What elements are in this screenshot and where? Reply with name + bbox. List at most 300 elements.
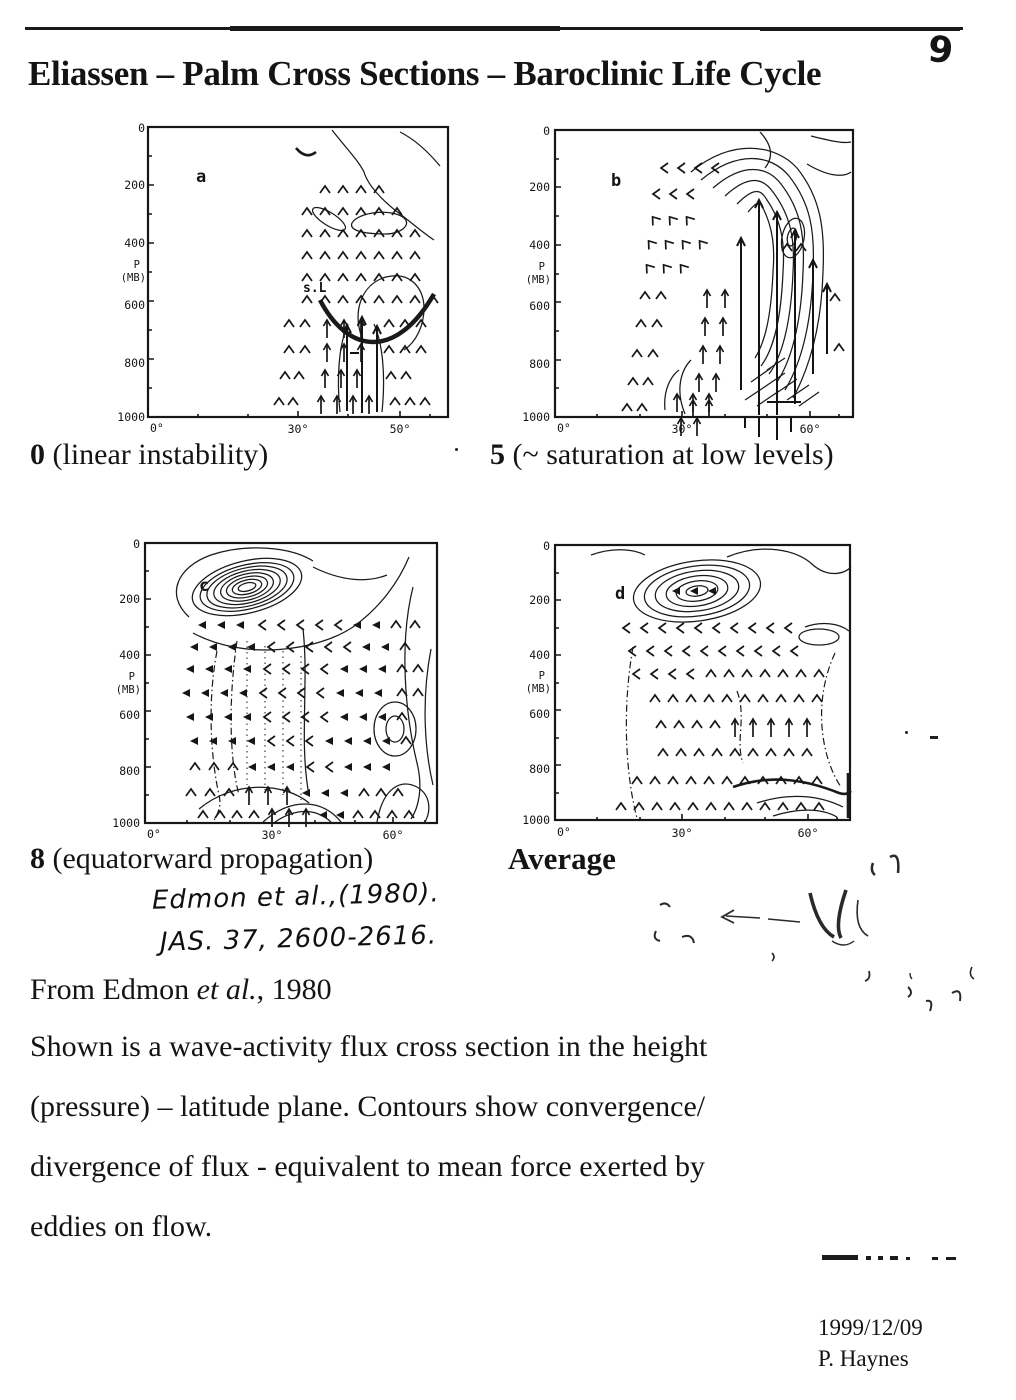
flux-arrow-glyph: [622, 404, 632, 411]
axis-tick: 0: [543, 124, 550, 138]
flux-arrow-glyph: [302, 789, 310, 797]
flux-arrow-glyph: [205, 665, 213, 673]
flux-arrow-glyph: [393, 789, 403, 796]
flux-arrow-glyph: [392, 274, 402, 281]
flux-arrow-glyph: [387, 811, 397, 818]
flux-arrow-glyph: [374, 186, 384, 193]
flux-arrow-glyph: [719, 646, 726, 656]
axis-tick: 0°: [150, 421, 164, 435]
flux-arrow-glyph: [656, 721, 666, 728]
flux-arrow-glyph: [760, 803, 770, 810]
flux-arrow-glyph: [683, 214, 695, 226]
flux-arrow-glyph: [246, 787, 253, 805]
flux-arrow-glyph: [265, 787, 272, 805]
panel-letter: d: [615, 584, 626, 604]
flux-arrow-glyph: [768, 719, 775, 737]
flux-arrow-glyph: [302, 208, 312, 215]
flux-arrow-glyph: [405, 398, 415, 405]
flux-arrow-glyph: [730, 749, 740, 756]
flux-arrow-glyph: [659, 623, 666, 633]
flux-arrow-glyph: [302, 712, 309, 722]
flux-arrow-glyph: [767, 623, 774, 633]
axis-tick: 0°: [557, 421, 571, 435]
flux-arrow-glyph: [653, 189, 660, 199]
flux-arrow-glyph: [259, 620, 266, 630]
flux-arrow-glyph: [317, 688, 324, 698]
flux-arrow-glyph: [722, 290, 729, 308]
flux-arrow-glyph: [643, 262, 655, 274]
axis-tick: 0°: [147, 827, 161, 841]
y-axis-label: P: [538, 670, 545, 682]
flux-arrow-glyph: [321, 789, 329, 797]
flux-arrow-glyph: [724, 670, 734, 677]
flux-arrow-glyph: [205, 789, 215, 796]
flux-arrow-glyph: [384, 346, 394, 353]
flux-arrow-glyph: [650, 777, 660, 784]
flux-arrow-glyph: [410, 296, 420, 303]
flux-arrow-glyph: [320, 186, 330, 193]
flux-arrow-glyph: [633, 669, 640, 679]
flux-arrow-glyph: [652, 803, 662, 810]
flux-arrow-glyph: [812, 777, 822, 784]
panel-b: [505, 118, 861, 442]
flux-arrow-glyph: [278, 620, 285, 630]
flux-arrow-glyph: [354, 370, 361, 388]
flux-arrow-glyph: [286, 763, 294, 771]
flux-arrow-glyph: [830, 294, 840, 301]
flux-arrow-glyph: [217, 621, 225, 629]
flux-arrow-glyph: [198, 621, 206, 629]
axis-tick: 30°: [671, 422, 693, 436]
axis-tick: 0: [138, 121, 145, 135]
flux-arrow-glyph: [228, 763, 238, 770]
flux-arrow-glyph: [687, 189, 694, 199]
flux-arrow-glyph: [390, 398, 400, 405]
axis-tick: 30°: [287, 422, 309, 436]
flux-arrow-glyph: [186, 713, 194, 721]
flux-arrow-glyph: [366, 396, 373, 414]
flux-arrow-glyph: [400, 320, 410, 327]
footer-author: P. Haynes: [818, 1346, 909, 1371]
flux-arrow-glyph: [294, 372, 304, 379]
flux-arrow-glyph: [413, 689, 423, 696]
flux-arrow-glyph: [658, 749, 668, 756]
panel-b-frame: [555, 130, 853, 417]
handwritten-reference-line1: Edmon et al.,(1980).: [151, 878, 441, 916]
flux-arrow-glyph: [316, 620, 323, 630]
axis-tick: 200: [119, 592, 140, 606]
flux-arrow-glyph: [324, 320, 331, 338]
y-axis-label: (MB): [525, 683, 551, 695]
axis-tick: 600: [529, 299, 550, 313]
flux-arrow-glyph: [401, 372, 411, 379]
flux-arrow-glyph: [340, 713, 348, 721]
flux-arrow-glyph: [363, 737, 371, 745]
flux-arrow-glyph: [706, 803, 716, 810]
flux-arrow-glyph: [298, 688, 305, 698]
flux-arrow-glyph: [378, 665, 386, 673]
caption-day8-text: (equatorward propagation): [52, 842, 374, 875]
flux-arrow-glyph: [748, 749, 758, 756]
flux-arrow-glyph: [182, 689, 190, 697]
flux-arrow-glyph: [363, 763, 371, 771]
flux-arrow-glyph: [796, 803, 806, 810]
flux-arrow-glyph: [656, 292, 666, 299]
flux-arrow-glyph: [224, 665, 232, 673]
flux-arrow-glyph: [649, 214, 661, 226]
flux-arrow-glyph: [307, 762, 314, 772]
flux-arrow-glyph: [674, 394, 681, 412]
caption-day0: [30, 438, 268, 472]
flux-arrow-glyph: [356, 274, 366, 281]
flux-arrow-glyph: [666, 214, 678, 226]
flux-arrow-glyph: [696, 238, 708, 250]
axis-tick: 200: [124, 178, 145, 192]
flux-arrow-glyph: [652, 320, 662, 327]
flux-arrow-glyph: [704, 777, 714, 784]
axis-tick: 800: [124, 356, 145, 370]
axis-tick: 0: [133, 537, 140, 551]
flux-arrow-glyph: [355, 689, 363, 697]
flux-arrow-glyph: [356, 186, 366, 193]
caption-day8: [30, 842, 373, 876]
flux-arrow-glyph: [776, 695, 786, 702]
handwritten-reference-line2: JAS. 37, 2600-2616.: [159, 920, 438, 958]
flux-arrow-glyph: [694, 749, 704, 756]
flux-arrow-glyph: [267, 763, 275, 771]
y-axis-label: P: [538, 261, 545, 273]
axis-tick: 0°: [557, 825, 571, 839]
flux-arrow-glyph: [350, 396, 357, 414]
flux-arrow-glyph: [232, 811, 242, 818]
flux-arrow-glyph: [190, 737, 198, 745]
flux-arrow-glyph: [731, 623, 738, 633]
y-axis-label: (MB): [120, 272, 146, 284]
flux-arrow-glyph: [632, 350, 642, 357]
flux-arrow-glyph: [318, 396, 325, 414]
flux-arrow-glyph: [372, 621, 380, 629]
flux-arrow-glyph: [321, 712, 328, 722]
flux-arrow-glyph: [668, 777, 678, 784]
panel-c-contours: [176, 548, 433, 822]
flux-arrow-glyph: [302, 274, 312, 281]
flux-arrow-glyph: [670, 803, 680, 810]
flux-arrow-glyph: [661, 163, 668, 173]
flux-arrow-glyph: [678, 163, 685, 173]
attribution-suffix: , 1980: [256, 973, 332, 1006]
flux-arrow-glyph: [834, 344, 844, 351]
flux-arrow-glyph: [326, 762, 333, 772]
flux-arrow-glyph: [362, 643, 370, 651]
y-axis-label: P: [133, 259, 140, 271]
flux-arrow-glyph: [749, 623, 756, 633]
axis-tick: 1000: [522, 813, 550, 827]
flux-arrow-glyph: [190, 643, 198, 651]
flux-arrow-glyph: [338, 296, 348, 303]
body-text-line: Shown is a wave-activity flux cross section in the height: [30, 1030, 708, 1063]
y-axis-label: (MB): [525, 274, 551, 286]
flux-arrow-glyph: [302, 252, 312, 259]
panel-a-long-arrows: [343, 317, 381, 413]
flux-arrow-glyph: [683, 646, 690, 656]
flux-arrow-glyph: [778, 670, 788, 677]
flux-arrow-glyph: [302, 230, 312, 237]
flux-arrow-glyph: [338, 186, 348, 193]
flux-arrow-glyph: [662, 238, 674, 250]
flux-arrow-glyph: [742, 670, 752, 677]
flux-arrow-glyph: [359, 789, 369, 796]
flux-arrow-glyph: [344, 642, 351, 652]
flux-arrow-glyph: [812, 695, 822, 702]
flux-arrow-glyph: [186, 665, 194, 673]
flux-arrow-glyph: [205, 713, 213, 721]
flux-arrow-glyph: [336, 689, 344, 697]
footer-date: 1999/12/09: [818, 1315, 923, 1340]
flux-arrow-glyph: [628, 378, 638, 385]
steering-level-label: s.L: [303, 281, 327, 296]
flux-arrow-glyph: [732, 719, 739, 737]
flux-arrow-glyph: [243, 713, 251, 721]
flux-arrow-glyph: [645, 238, 657, 250]
flux-arrow-glyph: [340, 665, 348, 673]
flux-arrow-glyph: [623, 623, 630, 633]
flux-arrow-glyph: [300, 346, 310, 353]
flux-arrow-glyph: [236, 621, 244, 629]
flux-arrow-glyph: [325, 642, 332, 652]
flux-arrow-glyph: [410, 230, 420, 237]
y-axis-label: (MB): [115, 684, 141, 696]
flux-arrow-glyph: [374, 689, 382, 697]
flux-arrow-glyph: [814, 670, 824, 677]
flux-arrow-glyph: [287, 642, 294, 652]
flux-arrow-glyph: [239, 689, 247, 697]
caption-average: Average: [508, 841, 616, 876]
flux-arrow-glyph: [344, 763, 352, 771]
flux-arrow-glyph: [712, 749, 722, 756]
flux-arrow-glyph: [710, 721, 720, 728]
flux-arrow-glyph: [676, 749, 686, 756]
flux-arrow-glyph: [637, 404, 647, 411]
panel-c: [95, 533, 447, 851]
flux-arrow-glyph: [632, 777, 642, 784]
flux-arrow-glyph: [260, 688, 267, 698]
flux-arrow-glyph: [660, 262, 672, 274]
panel-d: [505, 533, 857, 851]
body-text-line: (pressure) – latitude plane. Contours show convergence/: [30, 1090, 706, 1123]
flux-arrow-glyph: [338, 274, 348, 281]
flux-arrow-glyph: [755, 646, 762, 656]
flux-arrow-glyph: [209, 737, 217, 745]
panel-a: [100, 118, 456, 442]
flux-arrow-glyph: [249, 811, 259, 818]
flux-arrow-glyph: [785, 623, 792, 633]
flux-arrow-glyph: [791, 646, 798, 656]
axis-tick: 50°: [389, 422, 411, 436]
flux-arrow-glyph: [382, 763, 390, 771]
flux-arrow-glyph: [636, 320, 646, 327]
panel-a-contours: [296, 130, 440, 412]
flux-arrow-glyph: [247, 737, 255, 745]
axis-tick: 600: [119, 708, 140, 722]
flux-arrow-glyph: [392, 296, 402, 303]
flux-arrow-glyph: [713, 623, 720, 633]
flux-arrow-glyph: [279, 688, 286, 698]
axis-tick: 60°: [797, 826, 819, 840]
flux-arrow-glyph: [335, 620, 342, 630]
flux-arrow-glyph: [322, 370, 329, 388]
axis-tick: 30°: [671, 826, 693, 840]
axis-tick: 800: [119, 764, 140, 778]
flux-arrow-glyph: [320, 252, 330, 259]
flux-arrow-glyph: [750, 719, 757, 737]
flux-arrow-glyph: [737, 646, 744, 656]
flux-arrow-glyph: [381, 643, 389, 651]
flux-arrow-glyph: [321, 664, 328, 674]
flux-arrow-glyph: [286, 809, 293, 827]
caption-day8-number: 8: [30, 842, 45, 875]
flux-arrow-glyph: [288, 398, 298, 405]
flux-arrow-glyph: [708, 587, 716, 595]
flux-arrow-glyph: [696, 374, 703, 392]
flux-arrow-glyph: [695, 163, 702, 173]
flux-arrow-glyph: [320, 274, 330, 281]
flux-arrow-glyph: [677, 262, 689, 274]
flux-arrow-glyph: [704, 695, 714, 702]
flux-arrow-glyph: [760, 670, 770, 677]
flux-arrow-glyph: [297, 620, 304, 630]
flux-arrow-glyph: [643, 378, 653, 385]
flux-arrow-glyph: [356, 208, 366, 215]
flux-arrow-glyph: [284, 320, 294, 327]
axis-tick: 200: [529, 180, 550, 194]
flux-arrow-glyph: [320, 296, 330, 303]
flux-arrow-glyph: [706, 670, 716, 677]
caption-day5: [490, 438, 834, 472]
flux-arrow-glyph: [814, 803, 824, 810]
flux-arrow-glyph: [413, 665, 423, 672]
flux-arrow-glyph: [692, 721, 702, 728]
axis-tick: 60°: [382, 828, 404, 842]
panel-b-contours: [665, 132, 851, 414]
flux-arrow-glyph: [773, 646, 780, 656]
flux-arrow-glyph: [416, 346, 426, 353]
flux-arrow-glyph: [243, 665, 251, 673]
flux-arrow-glyph: [665, 646, 672, 656]
panel-c-frame: [145, 543, 437, 823]
scan-smudge-dashes: [822, 1254, 962, 1264]
flux-arrow-glyph: [401, 737, 411, 744]
flux-arrow-glyph: [340, 789, 348, 797]
y-axis-label: P: [128, 671, 135, 683]
attribution-prefix: From Edmon: [30, 973, 197, 1006]
flux-arrow-glyph: [338, 208, 348, 215]
flux-arrow-glyph: [410, 274, 420, 281]
flux-arrow-glyph: [758, 695, 768, 702]
panel-d-arrows: [616, 587, 824, 810]
flux-arrow-glyph: [280, 372, 290, 379]
axis-tick: 0: [543, 539, 550, 553]
panel-d-contours: [591, 549, 851, 818]
flux-arrow-glyph: [778, 803, 788, 810]
flux-arrow-glyph: [338, 252, 348, 259]
flux-arrow-glyph: [404, 811, 414, 818]
flux-arrow-glyph: [720, 318, 727, 336]
flux-arrow-glyph: [284, 346, 294, 353]
flux-arrow-glyph: [641, 623, 648, 633]
caption-day0-number: 0: [30, 438, 45, 471]
flux-arrow-glyph: [378, 713, 386, 721]
flux-arrow-glyph: [359, 713, 367, 721]
body-text-line: divergence of flux - equivalent to mean force exerted by: [30, 1150, 705, 1183]
flux-arrow-glyph: [391, 621, 401, 628]
axis-tick: 800: [529, 762, 550, 776]
flux-arrow-glyph: [274, 398, 284, 405]
flux-arrow-glyph: [651, 669, 658, 679]
flux-arrow-glyph: [686, 777, 696, 784]
flux-arrow-glyph: [690, 587, 698, 595]
flux-arrow-glyph: [687, 669, 694, 679]
axis-tick: 600: [124, 298, 145, 312]
scan-speck: [905, 731, 908, 734]
flux-arrow-glyph: [420, 398, 430, 405]
axis-tick: 200: [529, 593, 550, 607]
flux-arrow-glyph: [324, 344, 331, 362]
flux-arrow-glyph: [248, 763, 256, 771]
flux-arrow-glyph: [410, 621, 420, 628]
axis-tick: 800: [529, 357, 550, 371]
flux-arrow-glyph: [688, 803, 698, 810]
flux-arrow-glyph: [228, 643, 236, 651]
flux-arrow-glyph: [201, 689, 209, 697]
flux-arrow-glyph: [287, 736, 294, 746]
footer-block: [818, 1312, 923, 1374]
flux-arrow-glyph: [668, 695, 678, 702]
flux-arrow-glyph: [356, 252, 366, 259]
flux-arrow-glyph: [325, 737, 333, 745]
axis-tick: 400: [124, 236, 145, 250]
flux-arrow-glyph: [320, 230, 330, 237]
flux-arrow-glyph: [397, 713, 407, 720]
caption-day5-number: 5: [490, 438, 505, 471]
flux-arrow-glyph: [679, 238, 691, 250]
flux-arrow-glyph: [374, 296, 384, 303]
flux-arrow-glyph: [302, 296, 312, 303]
flux-arrow-glyph: [410, 252, 420, 259]
flux-arrow-glyph: [669, 669, 676, 679]
panel-letter: a: [196, 167, 207, 187]
flux-arrow-glyph: [224, 713, 232, 721]
axis-tick: 1000: [522, 410, 550, 424]
flux-arrow-glyph: [700, 346, 707, 364]
axis-tick: 60°: [799, 422, 821, 436]
caption-day5-text: (~ saturation at low levels): [512, 438, 834, 471]
flux-arrow-glyph: [677, 623, 684, 633]
panel-a-arrows: [274, 186, 438, 414]
flux-arrow-glyph: [724, 803, 734, 810]
scan-top-rule-thick: [230, 26, 560, 31]
flux-arrow-glyph: [264, 664, 271, 674]
flux-arrow-glyph: [186, 789, 196, 796]
flux-arrow-glyph: [283, 712, 290, 722]
flux-arrow-glyph: [650, 695, 660, 702]
flux-arrow-glyph: [616, 803, 626, 810]
flux-arrow-glyph: [283, 664, 290, 674]
flux-arrow-glyph: [802, 749, 812, 756]
flux-arrow-glyph: [382, 737, 390, 745]
flux-arrow-glyph: [722, 777, 732, 784]
flux-arrow-glyph: [353, 811, 363, 818]
flux-arrow-glyph: [740, 695, 750, 702]
